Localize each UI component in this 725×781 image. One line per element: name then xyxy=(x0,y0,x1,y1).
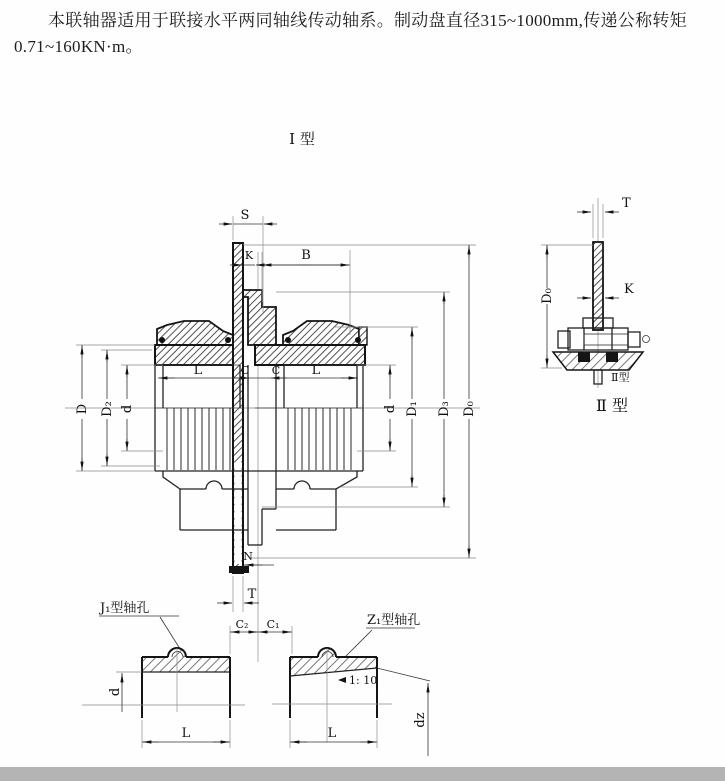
dim-label-l: L xyxy=(193,363,203,378)
z1-label: Z₁型轴孔 xyxy=(367,613,421,628)
taper-label: 1: 10 xyxy=(349,674,378,687)
right-end-cap xyxy=(283,321,359,345)
main-coupling-figure xyxy=(155,243,367,573)
scan-edge-bar xyxy=(0,767,725,781)
dim-label-c2: C₂ xyxy=(235,618,249,631)
dim-label-l: L xyxy=(327,726,337,741)
type2-caption: Ⅱ 型 xyxy=(596,396,628,415)
sleeve-left xyxy=(155,345,233,365)
dim-label-dz: dz xyxy=(413,712,428,728)
dim-label-t: T xyxy=(622,196,631,211)
dim-label-D0: D₀ xyxy=(540,288,555,304)
dim-label-D2: D₂ xyxy=(100,401,115,417)
dim-label-k: K xyxy=(244,249,254,262)
dim-label-l: L xyxy=(311,363,321,378)
type2-figure xyxy=(540,196,650,415)
center-flange xyxy=(243,290,276,345)
left-end-cap xyxy=(157,321,233,345)
type2-inner-label: Ⅱ型 xyxy=(611,371,630,384)
dim-label-c: C xyxy=(271,364,281,377)
dim-label-k: K xyxy=(624,282,634,297)
dim-label-d: d xyxy=(108,687,123,697)
dim-label-n: N xyxy=(243,550,253,563)
dim-label-b: B xyxy=(301,248,311,263)
dim-label-D: D xyxy=(75,403,90,415)
dim-label-c1: C₁ xyxy=(266,618,280,631)
gear-teeth xyxy=(155,365,363,471)
dims-bottom xyxy=(217,550,274,612)
lower-hub-profile xyxy=(163,471,357,545)
dim-label-t: T xyxy=(247,587,257,602)
type2-brake-rim xyxy=(553,352,643,370)
type2-disc xyxy=(593,242,603,330)
intro-text: 本联轴器适用于联接水平两同轴线传动轴系。制动盘直径315~1000mm,传递公称转矩0.71~160KN·m。 xyxy=(14,11,687,56)
dim-label-s: S xyxy=(240,208,250,223)
j1-label: J₁型轴孔 xyxy=(100,601,150,616)
dim-label-D0: D₀ xyxy=(462,401,477,417)
dim-label-c: C xyxy=(240,364,250,377)
z1-figure xyxy=(272,612,430,756)
type1-caption: I 型 xyxy=(289,130,315,148)
j1-figure xyxy=(82,600,292,748)
dim-label-d: d xyxy=(383,404,398,414)
sleeve-right xyxy=(255,345,365,365)
dim-label-D1: D₁ xyxy=(405,401,420,417)
dim-label-D3: D₃ xyxy=(437,401,452,417)
dim-label-d: d xyxy=(120,404,135,414)
dim-label-l: L xyxy=(181,726,191,741)
